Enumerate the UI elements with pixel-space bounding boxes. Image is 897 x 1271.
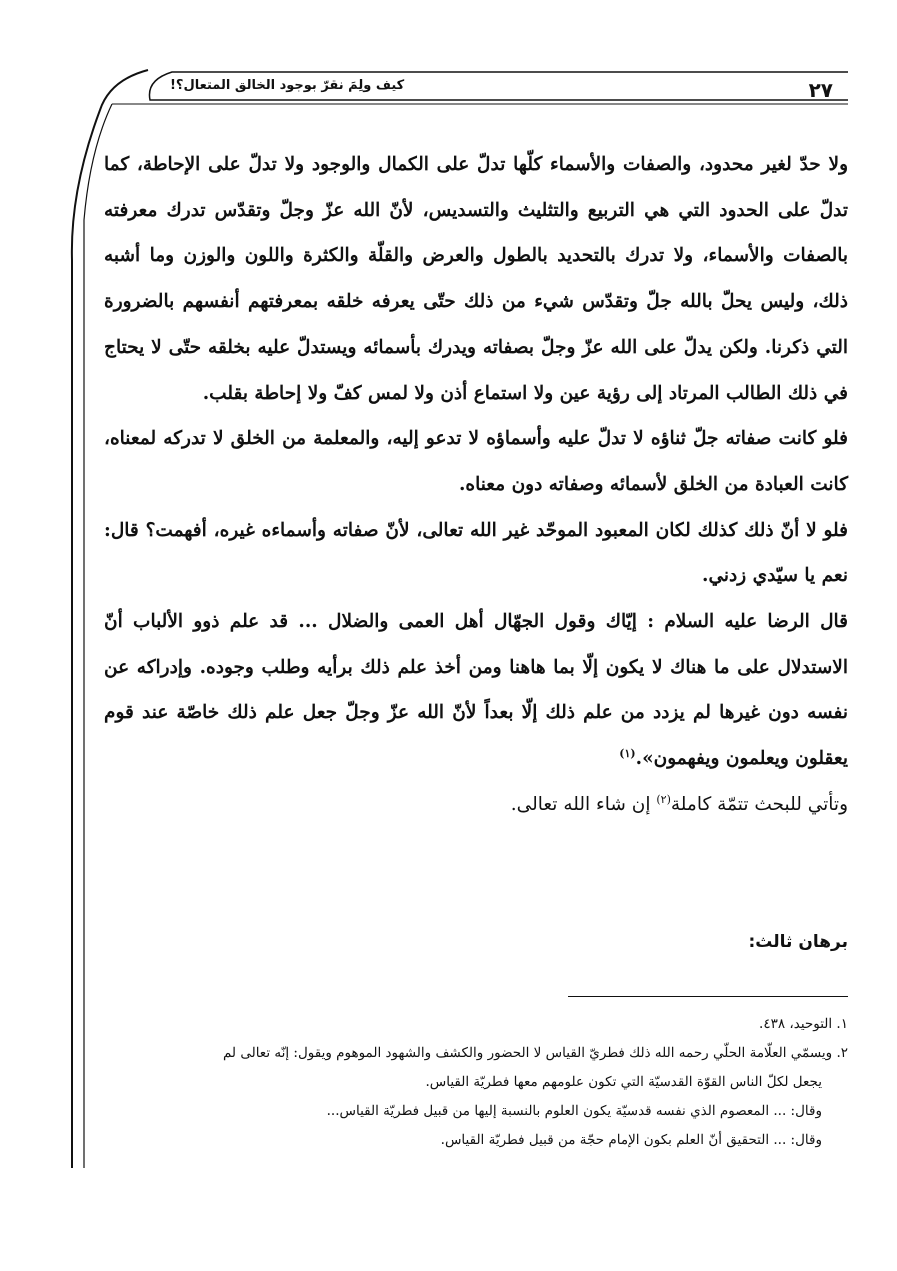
footnote-2-line-4: وقال: ... التحقيق أنّ العلم بكون الإمام حجّة من قبيل فطريّة القياس. [440, 1132, 822, 1148]
section-heading: برهان ثالث: [748, 932, 848, 952]
paragraph-4 [104, 599, 848, 782]
footnote-ref-2[interactable]: (٢) [656, 792, 671, 806]
paragraph-3: فلو لا أنّ ذلك كذلك لكان المعبود الموحّد غير الله تعالى، لأنّ صفاته وأسماءه غيره، أفهمت؟ قال: نعم يا سيّدي زدني. [104, 519, 848, 587]
page-number: ٢٧ [808, 78, 833, 102]
paragraph-2: فلو كانت صفاته جلّ ثناؤه لا تدلّ عليه وأسماؤه لا تدعو إليه، والمعلمة من الخلق لا تدركه لمعناه، كانت العبادة من الخلق لأسمائه وصفاته دون معناه. [104, 428, 848, 495]
footnote-2-line-2: يجعل لكلّ الناس القوّة القدسيّة التي تكون علومهم معها فطريّة القياس. [425, 1074, 822, 1090]
paragraph-1: ولا حدّ لغير محدود، والصفات والأسماء كلّها تدلّ على الكمال والوجود ولا تدلّ على الإحاطة، كما تدلّ على الحدود التي هي التربيع والتثليث والتسديس، لأنّ الله عزّ وجلّ وتقدّس تدرك معرفته بالصفات والأسماء، ولا تدرك بالتحديد بالطول والعرض والقلّة والكثرة واللون والوزن وما أشبه ذلك، وليس يحلّ بالله جلّ وتقدّس شيء من ذلك حتّى يعرفه خلقه بمعرفتهم أنفسهم بالضرورة التي ذكرنا. ولكن يدلّ على الله عزّ وجلّ بصفاته ويدرك بأسمائه ويستدلّ عليه بخلقه حتّى لا يحتاج في ذلك الطالب المرتاد إلى رؤية عين ولا استماع أذن ولا لمس كفّ ولا إحاطة بقلب. [104, 154, 848, 404]
footnotes [104, 1010, 848, 1155]
footnote-2-line-3: وقال: ... المعصوم الذي نفسه قدسيّة يكون العلوم بالنسبة إليها من قبيل فطريّة القياس... [326, 1103, 822, 1119]
footnote-divider [568, 996, 848, 997]
paragraph-5-text-b: إن شاء الله تعالى. [510, 793, 657, 815]
paragraph-5 [104, 782, 848, 828]
paragraph-4-text: قال الرضا عليه السلام : إيّاك وقول الجهّال أهل العمى والضلال ... قد علم ذوو الألباب أنّ الاستدلال على ما هناك لا يكون إلّا بما هاهنا ومن أخذ علم ذلك برأيه وطلب وجوده. وإدراكه عن نفسه دون غيرها لم يزدد من علم ذلك إلّا بعداً لأنّ الله عزّ وجلّ جعل علم ذلك خاصّة عند قوم يعقلون ويعلمون ويفهمون». [104, 611, 848, 770]
running-title: كيف ولِمَ نقرّ بوجود الخالق المتعال؟! [170, 78, 405, 93]
paragraph-5-text-a: وتأتي للبحث تتمّة كاملة [670, 793, 848, 815]
body-text [104, 142, 848, 828]
footnote-2-line-1: ٢. ويسمّي العلّامة الحلّي رحمه الله ذلك فطريّ القياس لا الحضور والكشف والشهود الموهوم ويقول: إنّه تعالى لم [222, 1045, 848, 1061]
footnote-1: ١. التوحيد، ٤٣٨. [759, 1016, 848, 1032]
footnote-ref-1[interactable]: (١) [619, 746, 636, 760]
